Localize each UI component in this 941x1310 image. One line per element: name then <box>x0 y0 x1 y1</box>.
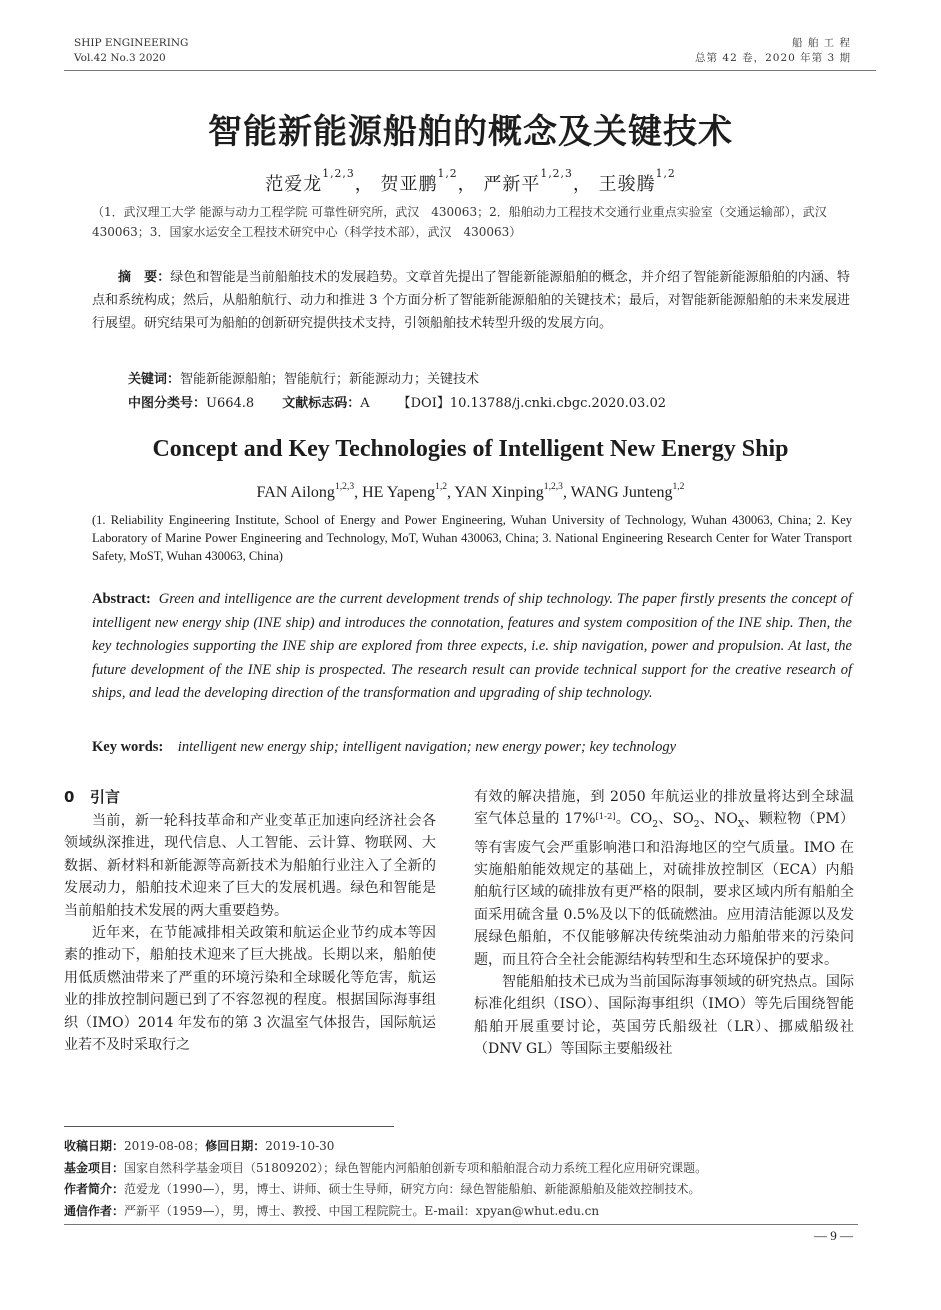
author-affiliation-mark: 1,2,3 <box>334 481 355 492</box>
journal-name-en: SHIP ENGINEERING <box>74 37 189 49</box>
author-name: 王骏腾 <box>598 174 656 195</box>
abstract-en <box>92 588 852 706</box>
journal-name-cn: 船 舶 工 程 <box>791 37 851 49</box>
author-separator: ， <box>572 174 592 195</box>
received-date: 2019-08-08； <box>124 1139 206 1153</box>
author-name: 贺亚鹏 <box>380 174 438 195</box>
subscript: X <box>737 820 745 831</box>
abstract-text-cn: 绿色和智能是当前船舶技术的发展趋势。文章首先提出了智能新能源船舶的概念，并介绍了智能新能源船舶的内涵、特点和系统构成；然后，从船舶航行、动力和推进 3 个方面分析了智能新能源船舶的关键技术；最后，对智能新能源船舶的未来发展进行展望。研究结果可为船舶的创新研究提供技术支持，引领船舶技术转型升级的发展方向。 <box>92 270 850 331</box>
subscript: 2 <box>652 820 659 831</box>
body-paragraph: 近年来，在节能减排相关政策和航运企业节约成本等因素的推动下，船舶技术迎来了巨大挑战。长期以来，船舶使用低质燃油带来了严重的环境污染和全球暖化等危害，航运业的排放控制问题已到了不容忽视的程度。根据国际海事组织（IMO）2014 年发布的第 3 次温室气体报告，国际航运业若不及时采取行之 <box>64 925 436 1054</box>
doc-code-label: 文献标志码： <box>282 396 361 411</box>
body-column-right <box>474 786 854 1061</box>
paragraph-text: 、颗粒物（PM）等有害废气会严重影响港口和沿海地区的空气质量。IMO 在实施船舶能效规定的基础上，对硫排放控制区（ECA）内船舶航行区域的硫排放有更严格的限制，要求区域内所有船舶全面采用硫含量 0.5%及以下的低硫燃油。应用清洁能源以及发展绿色船舶，不仅能够解决传统柴油动力船舶带来的污染问题，而且符合全社会能源结构转型和生态环境保护的要求。 <box>474 811 854 968</box>
bio-label: 作者简介： <box>64 1182 125 1196</box>
bio-text: 范爱龙（1990—），男，博士、讲师、硕士生导师，研究方向：绿色智能船舶、新能源船舶及能效控制技术。 <box>124 1182 701 1196</box>
paragraph-text: 。CO <box>615 811 653 828</box>
abstract-cn <box>92 266 850 335</box>
header-rule <box>64 70 876 71</box>
body-paragraph: 智能船舶技术已成为当前国际海事领域的研究热点。国际标准化组织（ISO）、国际海事组织（IMO）等先后围绕智能船舶开展重要讨论，英国劳氏船级社（LR）、挪威船级社（DNV GL）等国际主要船级社 <box>474 974 854 1058</box>
corresponding-label: 通信作者： <box>64 1203 125 1218</box>
keywords-cn <box>128 368 479 391</box>
author-affiliation-mark: 1,2,3 <box>540 167 573 180</box>
running-header-right <box>695 36 851 66</box>
fund-label: 基金项目： <box>64 1160 125 1175</box>
paragraph-text: 、SO <box>658 811 694 828</box>
author-affiliation-mark: 1,2 <box>437 167 458 180</box>
author-affiliation-mark: 1,2 <box>672 481 685 492</box>
revised-label: 修回日期： <box>205 1139 266 1153</box>
footnote-bio <box>64 1179 864 1201</box>
footnotes <box>64 1136 864 1222</box>
body-paragraph <box>474 786 854 971</box>
footnote-corresponding <box>64 1201 864 1223</box>
subscript: 2 <box>693 820 700 831</box>
doi-label: 【DOI】 <box>397 396 450 411</box>
keywords-label-en: Key words: <box>92 739 164 755</box>
paragraph-text: 有效的解决措施，到 2050 年航运业的排放量将达到全球温室气体总量的 17% <box>474 789 854 828</box>
paper-title-en: Concept and Key Technologies of Intelligent New Energy Ship <box>152 436 789 462</box>
corresponding-text: 严新平（1959—），男，博士、教授、中国工程院院士。E-mail：xpyan@whut.edu.cn <box>124 1203 600 1218</box>
volume-cn: 总第 42 卷，2020 年第 3 期 <box>695 52 851 64</box>
author-affiliation-mark: 1,2 <box>655 167 676 180</box>
author-list-cn <box>0 167 941 196</box>
affiliation-cn: （1．武汉理工大学 能源与动力工程学院 可靠性研究所，武汉 430063；2．船舶动力工程技术交通行业重点实验室（交通运输部），武汉 430063；3．国家水运安全工程技术研究中心（科学技术部），武汉 430063） <box>92 205 839 239</box>
abstract-label-en: Abstract: <box>92 591 151 607</box>
body-paragraph: 当前，新一轮科技革命和产业变革正加速向经济社会各领域纵深推进，现代信息、人工智能、云计算、物联网、大数据、新材料和新能源等高新技术为船舶行业注入了全新的发展动力，船舶技术迎来了巨大的发展机遇。绿色和智能是当前船舶技术发展的两大重要趋势。 <box>64 813 436 919</box>
author-name: YAN Xinping <box>454 484 544 501</box>
footnote-fund <box>64 1158 864 1180</box>
author-affiliation-mark: 1,2,3 <box>322 167 355 180</box>
author-separator: ， <box>457 174 477 195</box>
received-label: 收稿日期： <box>64 1139 125 1153</box>
paper-title-cn: 智能新能源船舶的概念及关键技术 <box>208 112 733 152</box>
author-separator: ， <box>354 174 374 195</box>
author-name: WANG Junteng <box>570 484 673 501</box>
footnote-dates <box>64 1136 864 1158</box>
classification-line <box>128 392 666 415</box>
citation-mark[interactable]: [1-2] <box>595 811 616 822</box>
author-name: FAN Ailong <box>256 484 335 501</box>
author-list-en: FAN Ailong$^{1,2,3}$, HE Yapeng$^{1,2}$, YAN Xinping$^{1,2,3}$, WANG Junteng$^{1,2}$ <box>256 481 685 501</box>
keywords-text-cn: 智能新能源船舶；智能航行；新能源动力；关键技术 <box>180 372 480 387</box>
doi-link[interactable]: 10.13788/j.cnki.cbgc.2020.03.02 <box>449 396 666 411</box>
paragraph-text: 、NO <box>699 811 738 828</box>
doc-code-value: A <box>360 396 370 411</box>
author-name: 范爱龙 <box>265 174 323 195</box>
keywords-en <box>92 736 676 758</box>
abstract-text-en: Green and intelligence are the current development trends of ship technology. The paper firstly presents the concept of intelligent new energy ship (INE ship) and introduces the connotation, features and system composition of the INE ship. Then, the key technologies supporting the INE ship are explored from three expects, i.e. ship navigation, power and propulsion. At last, the future development of the INE ship is prospected. The research result can provide technical support for the creative research of ships, and lead the developing direction of the transformation and upgrading of ship technology. <box>92 591 852 702</box>
clc-label: 中图分类号： <box>128 396 207 411</box>
keywords-label-cn: 关键词： <box>128 372 181 387</box>
keywords-text-en: intelligent new energy ship; intelligent navigation; new energy power; key technology <box>177 739 677 755</box>
affiliation-en: (1. Reliability Engineering Institute, School of Energy and Power Engineering, Wuhan University of Technology, Wuhan 430063, China; 2. Key Laboratory of Marine Power Engineering and Technology, MoT, Wuhan 430063, China; 3. National Engineering Research Center for Water Transport Safety, MoST, Wuhan 430063, China) <box>92 513 852 563</box>
running-header-left <box>74 36 188 66</box>
page-number: — 9 — <box>814 1228 853 1243</box>
author-name: 严新平 <box>483 174 541 195</box>
volume-en: Vol.42 No.3 2020 <box>74 52 166 64</box>
fund-text: 国家自然科学基金项目（51809202）；绿色智能内河船舶创新专项和船舶混合动力系统工程化应用研究课题。 <box>124 1160 708 1175</box>
section-title: 引言 <box>90 788 121 806</box>
abstract-label-cn: 摘 要： <box>118 270 171 285</box>
revised-date: 2019-10-30 <box>265 1139 335 1153</box>
section-number: 0 <box>64 788 75 806</box>
author-name: HE Yapeng <box>362 484 436 501</box>
author-affiliation-mark: 1,2,3 <box>543 481 563 492</box>
section-heading <box>64 786 436 808</box>
footnote-rule <box>64 1126 394 1127</box>
bottom-rule <box>64 1224 858 1225</box>
author-affiliation-mark: 1,2 <box>435 481 448 492</box>
body-column-left <box>64 786 436 1056</box>
clc-value: U664.8 <box>206 396 255 411</box>
